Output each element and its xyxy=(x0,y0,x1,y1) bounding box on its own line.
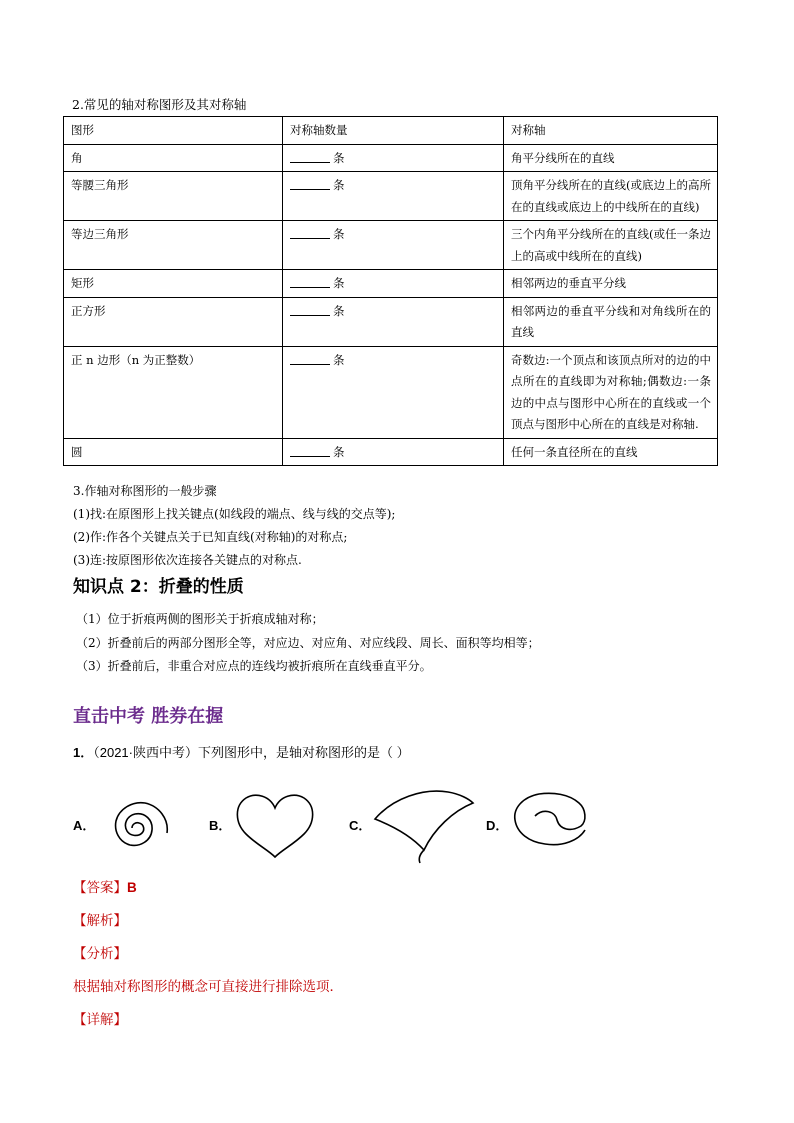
fill-blank xyxy=(290,225,330,239)
count-cell xyxy=(283,221,504,270)
count-cell xyxy=(283,438,504,466)
header-count: 对称轴数量 xyxy=(283,117,504,145)
axis-cell: 奇数边:一个顶点和该顶点所对的边的中点所在的直线即为对称轴;偶数边:一条边的中点与图形中心所在的直线或一个顶点与图形中心所在的直线是对称轴. xyxy=(504,346,718,438)
axis-cell: 任何一条直径所在的直线 xyxy=(504,438,718,466)
heart-icon xyxy=(230,790,320,860)
count-cell xyxy=(283,172,504,221)
comma-shape-icon xyxy=(505,790,591,850)
property-item: （3）折叠前后，非重合对应点的连线均被折痕所在直线垂直平分。 xyxy=(76,659,432,673)
step-item: (3)连:按原图形依次连接各关键点的对称点. xyxy=(73,553,302,567)
option-d-label: D． xyxy=(486,818,509,833)
option-a-label: A． xyxy=(73,818,96,833)
shape-cell: 圆 xyxy=(64,438,283,466)
unit-label: 条 xyxy=(333,444,345,459)
folding-properties xyxy=(76,608,540,679)
axis-cell: 三个内角平分线所在的直线(或任一条边上的高或中线所在的直线) xyxy=(504,221,718,270)
shape-cell: 矩形 xyxy=(64,270,283,298)
table-row xyxy=(64,297,718,346)
unit-label: 条 xyxy=(333,178,345,192)
table-row xyxy=(64,438,718,466)
fan-icon xyxy=(368,786,478,864)
answer-value: B xyxy=(127,880,137,895)
section-title: 2.常见的轴对称图形及其对称轴 xyxy=(72,97,247,112)
table-row xyxy=(64,144,718,172)
table-row xyxy=(64,221,718,270)
step-item: (1)找:在原图形上找关键点(如线段的端点、线与线的交点等); xyxy=(73,507,396,521)
fill-blank xyxy=(290,149,330,163)
axis-cell: 相邻两边的垂直平分线 xyxy=(504,270,718,298)
table-header-row xyxy=(64,117,718,145)
shape-cell: 正方形 xyxy=(64,297,283,346)
axis-cell: 顶角平分线所在的直线(或底边上的高所在的直线或底边上的中线所在的直线) xyxy=(504,172,718,221)
option-b-label: B． xyxy=(209,818,232,833)
answer-label: 【答案】 xyxy=(73,880,127,895)
steps-title: 3.作轴对称图形的一般步骤 xyxy=(73,484,217,498)
count-cell xyxy=(283,297,504,346)
jiexi-label: 【解析】 xyxy=(73,913,127,928)
shape-cell: 角 xyxy=(64,144,283,172)
axis-cell: 角平分线所在的直线 xyxy=(504,144,718,172)
header-axis: 对称轴 xyxy=(504,117,718,145)
detail-label: 【详解】 xyxy=(73,1012,127,1027)
question-text: （2021·陕西中考）下列图形中，是轴对称图形的是（ ） xyxy=(93,745,410,760)
unit-label: 条 xyxy=(333,303,345,318)
shape-cell: 等边三角形 xyxy=(64,221,283,270)
fill-blank xyxy=(290,302,330,316)
axis-cell: 相邻两边的垂直平分线和对角线所在的直线 xyxy=(504,297,718,346)
unit-label: 条 xyxy=(333,227,345,241)
spiral-icon xyxy=(103,792,183,862)
unit-label: 条 xyxy=(333,276,345,290)
option-c-label: C． xyxy=(349,818,372,833)
unit-label: 条 xyxy=(333,150,345,165)
fill-blank xyxy=(290,176,330,190)
question-number: 1． xyxy=(73,745,94,760)
steps-section xyxy=(73,480,395,572)
property-item: （2）折叠前后的两部分图形全等，对应边、对应角、对应线段、周长、面积等均相等； xyxy=(76,635,540,650)
shape-cell: 正 n 边形（n 为正整数） xyxy=(64,346,283,438)
table-row xyxy=(64,346,718,438)
unit-label: 条 xyxy=(333,352,345,367)
step-item: (2)作:作各个关键点关于已知直线(对称轴)的对称点; xyxy=(73,530,348,544)
count-cell xyxy=(283,270,504,298)
header-shape: 图形 xyxy=(64,117,283,145)
property-item: （1）位于折痕两侧的图形关于折痕成轴对称； xyxy=(76,612,324,626)
fill-blank xyxy=(290,351,330,365)
fenxi-text: 根据轴对称图形的概念可直接进行排除选项． xyxy=(73,979,343,994)
table-row xyxy=(64,172,718,221)
count-cell xyxy=(283,144,504,172)
symmetry-table xyxy=(63,116,718,466)
fill-blank xyxy=(290,274,330,288)
answer-line xyxy=(73,878,137,898)
count-cell xyxy=(283,346,504,438)
fenxi-label: 【分析】 xyxy=(73,946,127,961)
question xyxy=(73,743,410,763)
knowledge-point-title: 知识点 2：折叠的性质 xyxy=(73,577,244,597)
section-banner: 直击中考 胜券在握 xyxy=(73,706,224,727)
shape-cell: 等腰三角形 xyxy=(64,172,283,221)
table-row xyxy=(64,270,718,298)
fill-blank xyxy=(290,443,330,457)
